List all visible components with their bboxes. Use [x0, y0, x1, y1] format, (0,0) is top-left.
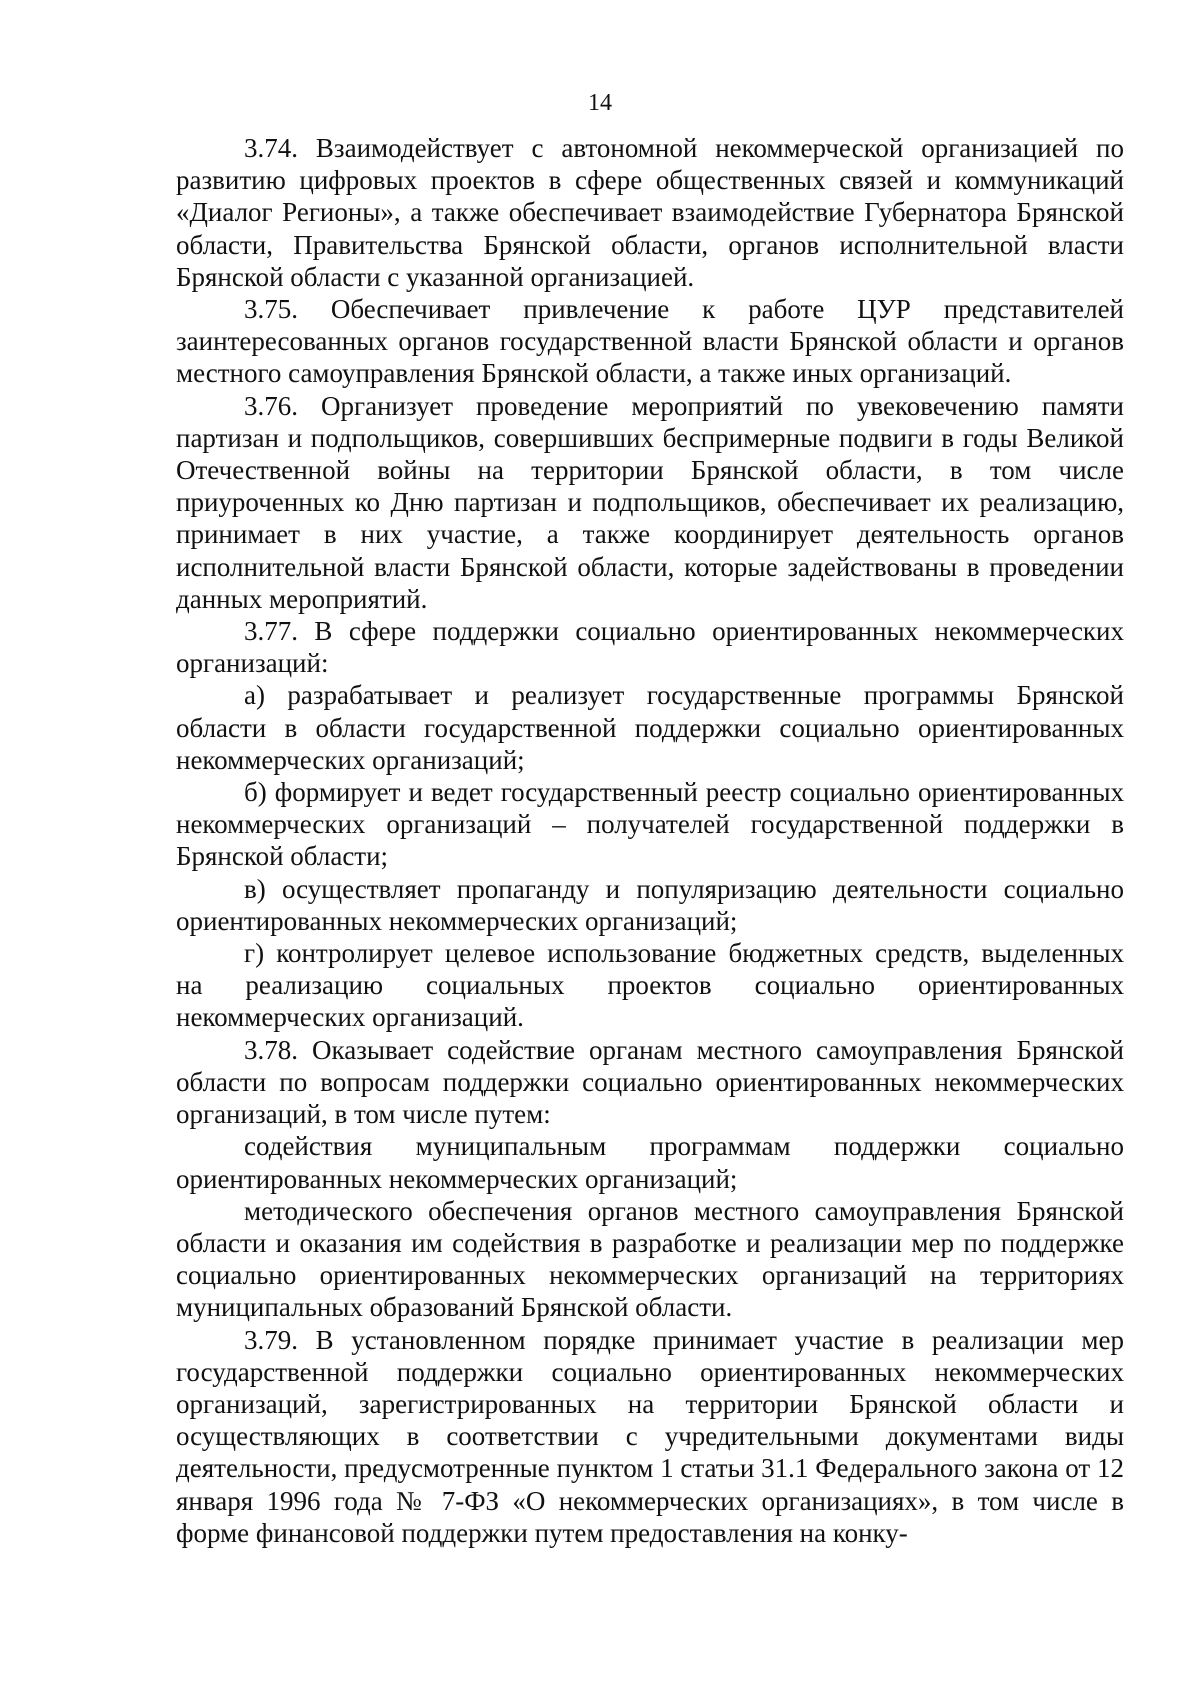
paragraph-3-79: 3.79. В установленном порядке принимает участие в реализации мер государственной поддержки социально ориентированных некоммерческих организаций, зарегистрированных на территории Брянской области и осуществляющих в соответствии с учредительными документами виды деятельности, предусмотренные пунктом 1 статьи 31.1 Федерального закона от 12 января 1996 года № 7-ФЗ «О некоммерческих организациях», в том числе в форме финансовой поддержки путем предоставления на конку- — [176, 1324, 1124, 1548]
page-number: 14 — [588, 90, 612, 116]
paragraph-3-78: 3.78. Оказывает содействие органам местного самоуправления Брянской области по вопросам поддержки социально ориентированных некоммерческих организаций, в том числе путем: — [176, 1034, 1124, 1130]
paragraph-3-75: 3.75. Обеспечивает привлечение к работе ЦУР представителей заинтересованных органов государственной власти Брянской области и органов местного самоуправления Брянской области, а также иных организаций. — [176, 294, 1124, 389]
document-body — [176, 132, 1124, 1549]
paragraph-3-74: 3.74. Взаимодействует с автономной некоммерческой организацией по развитию цифровых проектов в сфере общественных связей и коммуникаций «Диалог Регионы», а также обеспечивает взаимодействие Губернатора Брянской области, Правительства Брянской области, органов исполнительной власти Брянской области с указанной организацией. — [176, 133, 1124, 292]
list-item-v: в) осуществляет пропаганду и популяризацию деятельности социально ориентированных некоммерческих организаций; — [176, 873, 1124, 936]
paragraph-3-78-item-1: содействия муниципальным программам поддержки социально ориентированных некоммерческих организаций; — [176, 1131, 1124, 1194]
list-item-g: г) контролирует целевое использование бюджетных средств, выделенных на реализацию социальных проектов социально ориентированных некоммерческих организаций. — [176, 938, 1124, 1033]
paragraph-3-76: 3.76. Организует проведение мероприятий по увековечению памяти партизан и подпольщиков, совершивших беспримерные подвиги в годы Великой Отечественной войны на территории Брянской области, в том числе приуроченных ко Дню партизан и подпольщиков, обеспечивает их реализацию, принимает в них участие, а также координирует деятельность органов исполнительной власти Брянской области, которые задействованы в проведении данных мероприятий. — [176, 390, 1124, 614]
paragraph-3-77: 3.77. В сфере поддержки социально ориентированных некоммерческих организаций: — [176, 616, 1124, 679]
list-item-a: а) разрабатывает и реализует государственные программы Брянской области в области государственной поддержки социально ориентированных некоммерческих организаций; — [176, 680, 1124, 775]
list-item-b: б) формирует и ведет государственный реестр социально ориентированных некоммерческих организаций – получателей государственной поддержки в Брянской области; — [176, 777, 1124, 872]
paragraph-3-78-item-2: методического обеспечения органов местного самоуправления Брянской области и оказания им содействия в разработке и реализации мер по поддержке социально ориентированных некоммерческих организаций на территориях муниципальных образований Брянской области. — [176, 1195, 1124, 1323]
